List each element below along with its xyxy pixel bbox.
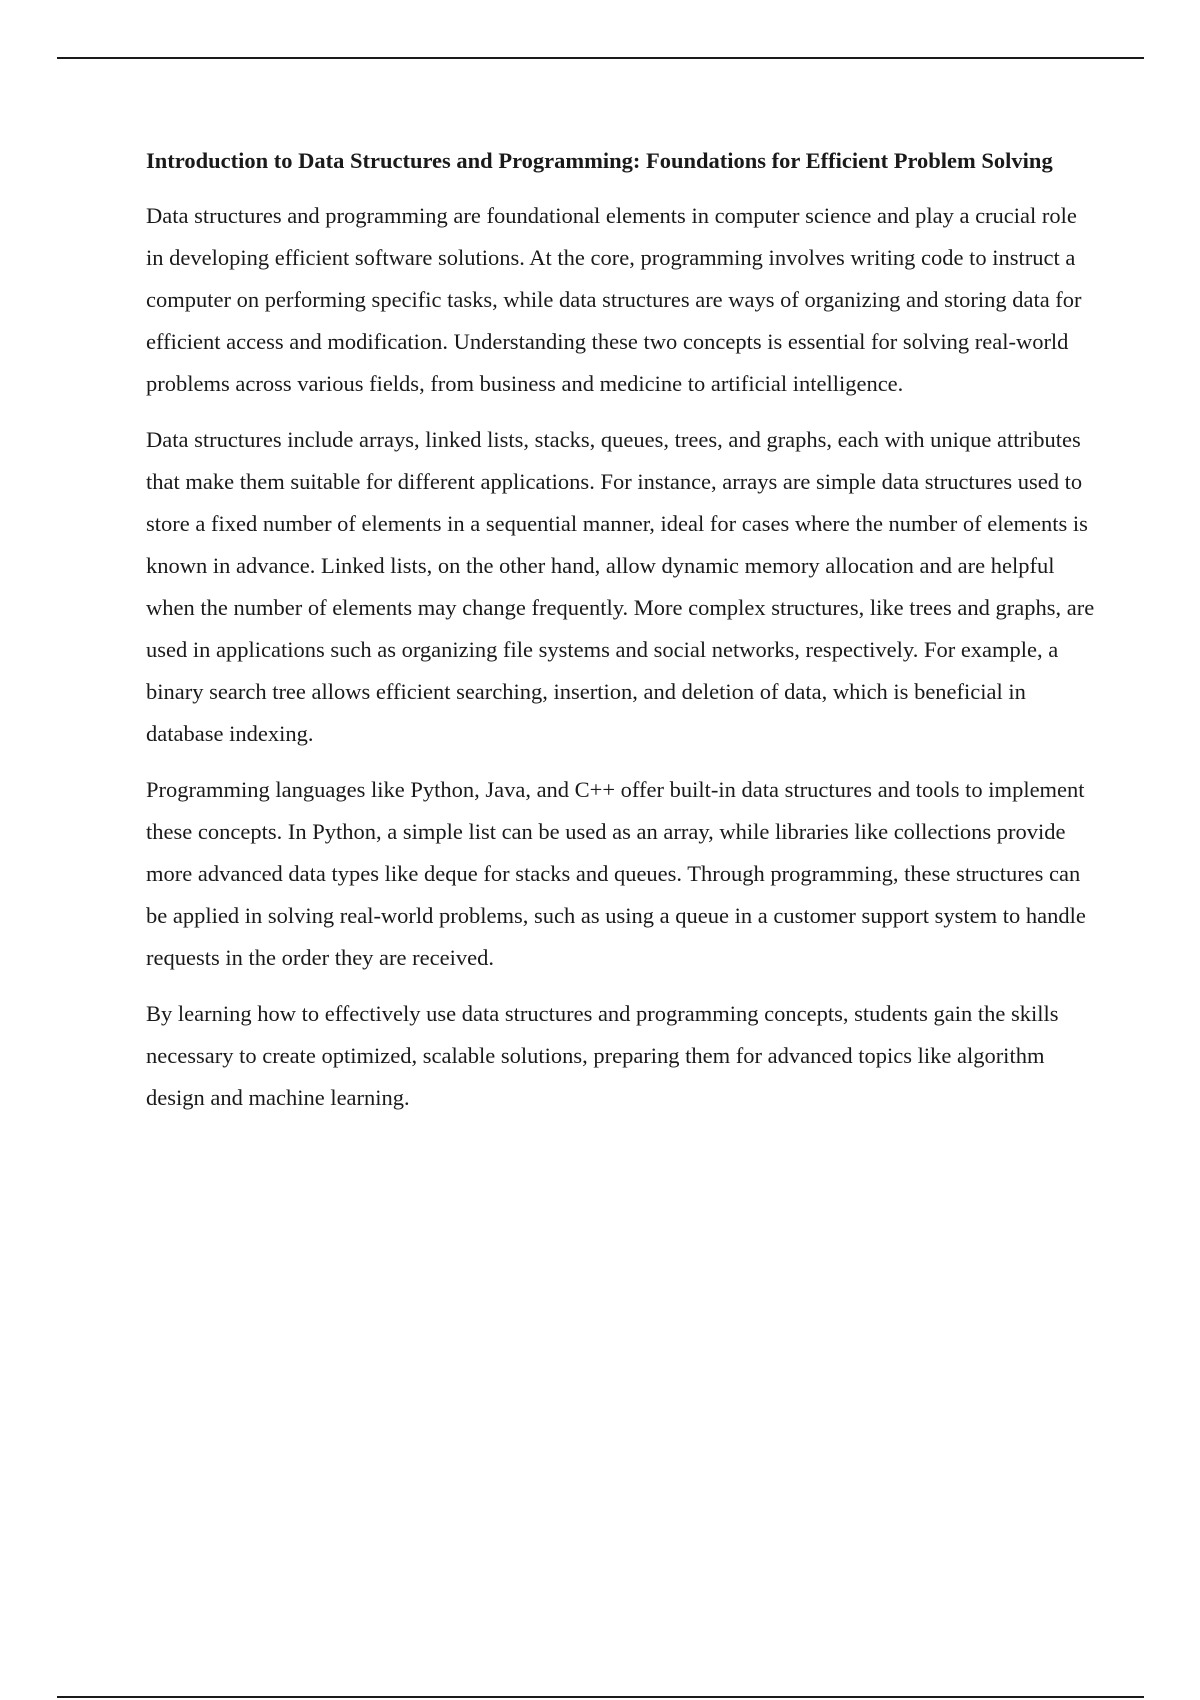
paragraph-intro: Data structures and programming are foundational elements in computer science and play a crucial role in developing efficient software solutions. At the core, programming involves writing code to instruct a computer on performing specific tasks, while data structures are ways of organizing and storing data for efficient access and modification. Understanding these two concepts is essential for solving real-world problems across various fields, from business and medicine to artificial intelligence. [146,203,1082,396]
document-title: Introduction to Data Structures and Programming: Foundations for Efficient Problem Solving [146,148,1053,173]
paragraph-conclusion: By learning how to effectively use data structures and programming concepts, students gain the skills necessary to create optimized, scalable solutions, preparing them for advanced topics like algorithm design and machine learning. [146,1001,1059,1110]
header-rule [57,57,1144,59]
document-body [146,140,1096,1133]
paragraph-data-structures: Data structures include arrays, linked lists, stacks, queues, trees, and graphs, each with unique attributes that make them suitable for different applications. For instance, arrays are simple data structures used to store a fixed number of elements in a sequential manner, ideal for cases where the number of elements is known in advance. Linked lists, on the other hand, allow dynamic memory allocation and are helpful when the number of elements may change frequently. More complex structures, like trees and graphs, are used in applications such as organizing file systems and social networks, respectively. For example, a binary search tree allows efficient searching, insertion, and deletion of data, which is beneficial in database indexing. [146,427,1095,746]
footer-rule [57,1696,1144,1698]
paragraph-programming-languages: Programming languages like Python, Java, and C++ offer built-in data structures and tools to implement these concepts. In Python, a simple list can be used as an array, while libraries like collections provide more advanced data types like deque for stacks and queues. Through programming, these structures can be applied in solving real-world problems, such as using a queue in a customer support system to handle requests in the order they are received. [146,777,1086,970]
